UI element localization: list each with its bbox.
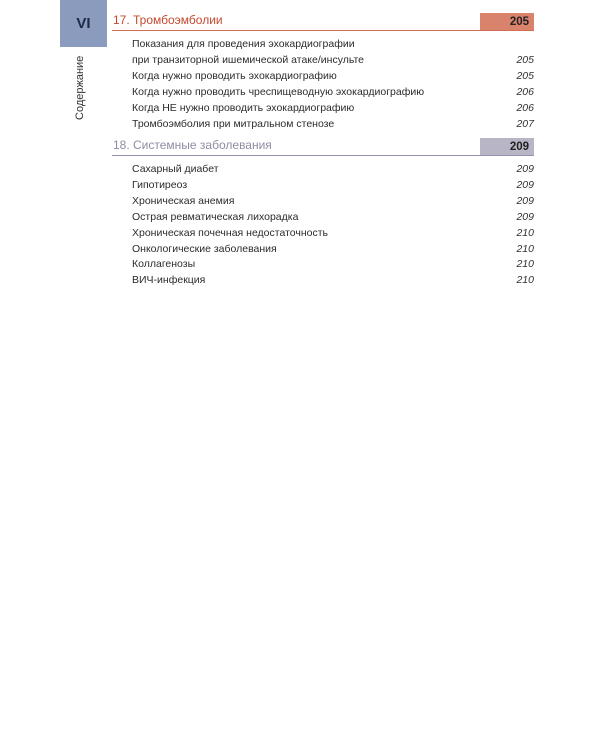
toc-entry[interactable] — [132, 162, 534, 178]
entry-title: Показания для проведения эхокардиографии при транзиторной ишемической атаке/инсульте — [132, 38, 365, 66]
entry-page: 209 — [516, 194, 534, 207]
toc-entry[interactable] — [132, 37, 534, 69]
entry-page: 207 — [516, 117, 534, 130]
toc-entry[interactable] — [132, 178, 534, 194]
entry-page: 205 — [516, 69, 534, 82]
toc-entry[interactable] — [132, 273, 534, 289]
entry-page: 209 — [516, 210, 534, 223]
entry-title: Коллагенозы — [132, 258, 196, 271]
section-header — [112, 10, 534, 31]
entry-title: Когда нужно проводить чреспищеводную эхокардиографию — [132, 85, 425, 98]
section-header — [112, 135, 534, 156]
sidebar-contents-label: Содержание — [74, 55, 86, 121]
entry-title: Хроническая анемия — [132, 194, 235, 207]
entry-title: Хроническая почечная недостаточность — [132, 226, 329, 239]
toc-section-18 — [112, 135, 534, 289]
section-title[interactable]: 18. Системные заболевания — [113, 138, 272, 152]
section-title[interactable]: 17. Тромбоэмболии — [113, 13, 223, 27]
entry-page: 206 — [516, 101, 534, 114]
entry-title: Онкологические заболевания — [132, 242, 277, 255]
toc-entry[interactable] — [132, 210, 534, 226]
toc-entry[interactable] — [132, 194, 534, 210]
entry-page: 205 — [516, 53, 534, 66]
entry-title: Гипотиреоз — [132, 178, 188, 191]
entry-page: 209 — [516, 178, 534, 191]
toc-entry[interactable] — [132, 117, 534, 133]
entry-title: Тромбоэмболия при митральном стенозе — [132, 117, 335, 130]
entry-title: ВИЧ-инфекция — [132, 274, 206, 287]
section-page-number: 205 — [480, 13, 534, 30]
section-page-number: 209 — [480, 138, 534, 155]
entry-title: Острая ревматическая лихорадка — [132, 210, 299, 223]
entry-title: Когда НЕ нужно проводить эхокардиографию — [132, 101, 355, 114]
entry-title: Сахарный диабет — [132, 163, 219, 175]
entry-page: 210 — [516, 258, 534, 271]
toc-entry[interactable] — [132, 226, 534, 242]
entry-page: 209 — [516, 163, 534, 175]
page-roman-numeral: VI — [76, 15, 91, 32]
toc-entry[interactable] — [132, 85, 534, 101]
toc-entry[interactable] — [132, 242, 534, 258]
entry-page: 210 — [516, 242, 534, 255]
toc-entry[interactable] — [132, 257, 534, 273]
entry-page: 210 — [516, 226, 534, 239]
entry-page: 206 — [516, 85, 534, 98]
section-entries — [112, 37, 534, 132]
section-entries — [112, 162, 534, 289]
toc-section-17 — [112, 10, 534, 132]
toc-entry[interactable] — [132, 101, 534, 117]
toc-entry[interactable] — [132, 69, 534, 85]
entry-page: 210 — [516, 274, 534, 287]
entry-title: Когда нужно проводить эхокардиографию — [132, 69, 337, 82]
page-number-tab — [60, 0, 107, 47]
